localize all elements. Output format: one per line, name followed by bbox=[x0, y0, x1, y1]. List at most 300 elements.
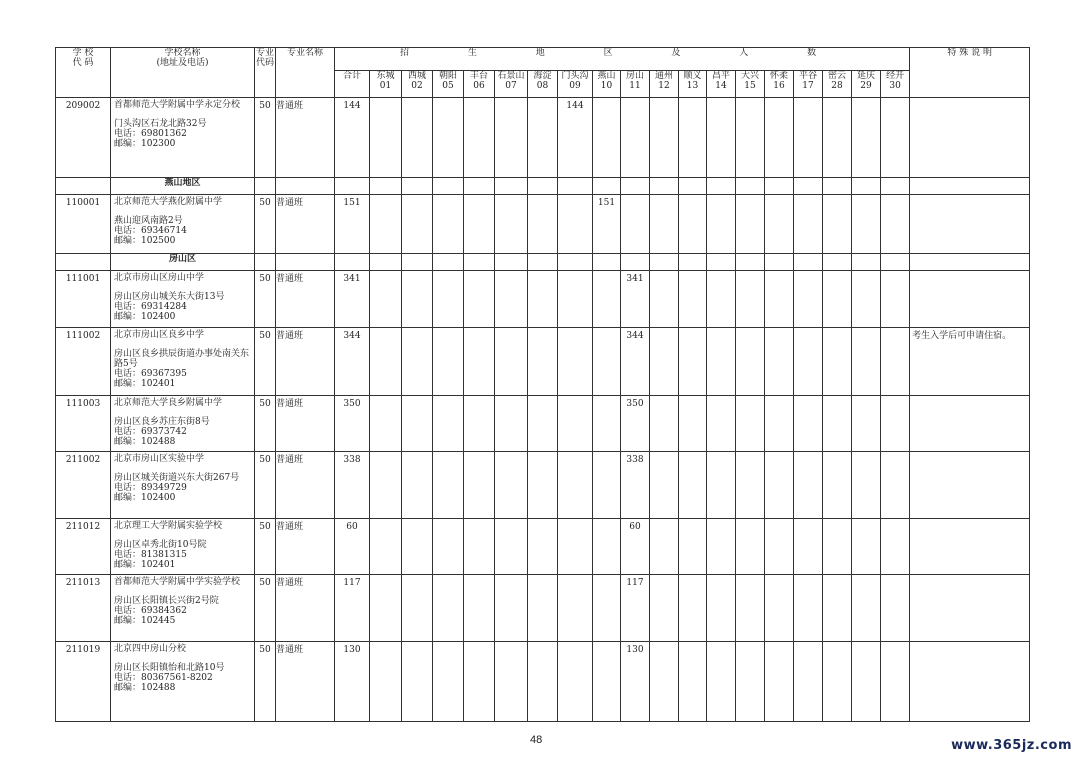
school-postcode: 邮编：102401 bbox=[114, 560, 176, 570]
district-empty bbox=[707, 98, 736, 178]
special-note bbox=[910, 519, 1030, 575]
district-code: 08 bbox=[536, 81, 549, 91]
major-code: 50 bbox=[255, 328, 276, 396]
district-empty bbox=[794, 519, 823, 575]
section-empty-cell bbox=[276, 254, 335, 271]
major-name: 普通班 bbox=[276, 519, 335, 575]
district-code: 17 bbox=[802, 81, 814, 91]
table-row bbox=[56, 642, 1030, 722]
major-code: 50 bbox=[255, 642, 276, 722]
section-title: 燕山地区 bbox=[111, 178, 255, 195]
district-empty bbox=[495, 396, 528, 452]
school-info bbox=[111, 98, 255, 178]
district-empty bbox=[433, 642, 464, 722]
school-postcode: 邮编：102488 bbox=[114, 683, 176, 693]
district-empty bbox=[593, 396, 621, 452]
table-row bbox=[56, 575, 1030, 642]
district-empty bbox=[402, 642, 433, 722]
header-school-code: 学 校 代 码 bbox=[56, 48, 111, 98]
district-empty bbox=[852, 271, 881, 328]
district-empty bbox=[495, 195, 528, 254]
district-empty bbox=[823, 642, 852, 722]
district-empty bbox=[464, 98, 495, 178]
district-empty bbox=[794, 575, 823, 642]
district-empty bbox=[433, 98, 464, 178]
district-empty bbox=[707, 519, 736, 575]
special-note bbox=[910, 195, 1030, 254]
section-empty-cell bbox=[650, 178, 679, 195]
major-code: 50 bbox=[255, 271, 276, 328]
section-empty-cell bbox=[736, 254, 765, 271]
spacer bbox=[114, 531, 254, 540]
major-name: 普通班 bbox=[276, 642, 335, 722]
district-count: 130 bbox=[621, 642, 650, 722]
spacer bbox=[114, 654, 254, 663]
section-empty-cell bbox=[707, 178, 736, 195]
district-empty bbox=[679, 396, 707, 452]
major-name: 普通班 bbox=[276, 271, 335, 328]
school-name: 首都师范大学附属中学永定分校 bbox=[114, 100, 241, 110]
district-code: 15 bbox=[744, 81, 756, 91]
section-empty-cell bbox=[881, 254, 910, 271]
district-empty bbox=[650, 195, 679, 254]
school-address: 房山区长阳镇长兴街2号院 bbox=[114, 596, 219, 606]
section-empty-cell bbox=[528, 178, 558, 195]
school-code: 209002 bbox=[56, 98, 111, 178]
major-code: 50 bbox=[255, 452, 276, 519]
district-name: 朝阳 bbox=[438, 71, 457, 81]
district-code: 02 bbox=[411, 81, 423, 91]
district-empty bbox=[650, 271, 679, 328]
section-empty-cell bbox=[794, 254, 823, 271]
section-empty-cell bbox=[765, 178, 794, 195]
district-empty bbox=[370, 98, 402, 178]
district-empty bbox=[402, 271, 433, 328]
header-district bbox=[621, 71, 650, 98]
table-row bbox=[56, 98, 1030, 178]
header-district bbox=[794, 71, 823, 98]
district-empty bbox=[370, 452, 402, 519]
district-empty bbox=[402, 195, 433, 254]
district-empty bbox=[433, 452, 464, 519]
district-empty bbox=[650, 328, 679, 396]
school-address: 门头沟区石龙北路32号 bbox=[114, 119, 207, 129]
section-row bbox=[56, 254, 1030, 271]
section-empty-cell bbox=[910, 254, 1030, 271]
school-info bbox=[111, 195, 255, 254]
district-empty bbox=[765, 396, 794, 452]
district-empty bbox=[593, 271, 621, 328]
district-empty bbox=[707, 328, 736, 396]
major-name: 普通班 bbox=[276, 396, 335, 452]
district-code: 05 bbox=[442, 81, 454, 91]
district-empty bbox=[402, 328, 433, 396]
district-count: 60 bbox=[621, 519, 650, 575]
district-empty bbox=[794, 642, 823, 722]
district-empty bbox=[464, 396, 495, 452]
section-empty-cell bbox=[558, 254, 593, 271]
major-code: 50 bbox=[255, 575, 276, 642]
school-info bbox=[111, 575, 255, 642]
header-district bbox=[464, 71, 495, 98]
special-note bbox=[910, 575, 1030, 642]
district-empty bbox=[852, 98, 881, 178]
district-empty bbox=[679, 452, 707, 519]
school-postcode: 邮编：102400 bbox=[114, 312, 176, 322]
table-row bbox=[56, 452, 1030, 519]
district-name: 东城 bbox=[376, 71, 395, 81]
district-empty bbox=[852, 452, 881, 519]
header-region-title: 招 生 地 区 及 人 数 bbox=[335, 48, 910, 71]
section-empty-cell bbox=[881, 178, 910, 195]
district-empty bbox=[433, 575, 464, 642]
header-district bbox=[823, 71, 852, 98]
district-empty bbox=[370, 396, 402, 452]
district-empty bbox=[765, 575, 794, 642]
section-empty-cell bbox=[765, 254, 794, 271]
school-info bbox=[111, 519, 255, 575]
district-count: 117 bbox=[621, 575, 650, 642]
district-empty bbox=[528, 98, 558, 178]
major-name: 普通班 bbox=[276, 575, 335, 642]
district-empty bbox=[823, 328, 852, 396]
district-empty bbox=[370, 328, 402, 396]
district-empty bbox=[593, 452, 621, 519]
section-empty-cell bbox=[794, 178, 823, 195]
total-count: 350 bbox=[335, 396, 370, 452]
school-code: 111001 bbox=[56, 271, 111, 328]
district-name: 平谷 bbox=[798, 71, 817, 81]
district-empty bbox=[370, 575, 402, 642]
district-empty bbox=[881, 328, 910, 396]
district-empty bbox=[558, 271, 593, 328]
section-empty-cell bbox=[335, 178, 370, 195]
total-count: 117 bbox=[335, 575, 370, 642]
section-empty-cell bbox=[433, 254, 464, 271]
section-empty-cell bbox=[276, 178, 335, 195]
district-empty bbox=[823, 575, 852, 642]
school-phone: 电话：69384362 bbox=[114, 606, 187, 616]
district-name: 石景山 bbox=[497, 71, 525, 81]
special-note bbox=[910, 452, 1030, 519]
district-name: 怀柔 bbox=[769, 71, 788, 81]
district-empty bbox=[464, 328, 495, 396]
school-info bbox=[111, 452, 255, 519]
district-name: 房山 bbox=[625, 71, 644, 81]
district-code: 16 bbox=[773, 81, 785, 91]
section-empty-cell bbox=[495, 254, 528, 271]
school-phone: 电话：69373742 bbox=[114, 427, 187, 437]
district-empty bbox=[558, 195, 593, 254]
spacer bbox=[114, 340, 254, 349]
section-empty-cell bbox=[707, 254, 736, 271]
district-empty bbox=[370, 195, 402, 254]
district-empty bbox=[679, 328, 707, 396]
section-empty-cell bbox=[593, 254, 621, 271]
major-name: 普通班 bbox=[276, 452, 335, 519]
district-code: 07 bbox=[505, 81, 517, 91]
header-major-code: 专业代码 bbox=[255, 48, 276, 98]
spacer bbox=[114, 464, 254, 473]
section-empty-cell bbox=[679, 254, 707, 271]
district-empty bbox=[558, 519, 593, 575]
district-empty bbox=[881, 452, 910, 519]
district-name: 顺义 bbox=[683, 71, 702, 81]
header-district bbox=[707, 71, 736, 98]
district-empty bbox=[881, 575, 910, 642]
district-name: 西城 bbox=[407, 71, 426, 81]
district-empty bbox=[650, 575, 679, 642]
district-code: 01 bbox=[379, 81, 392, 91]
district-empty bbox=[433, 271, 464, 328]
major-code: 50 bbox=[255, 195, 276, 254]
district-empty bbox=[823, 452, 852, 519]
district-name: 密云 bbox=[827, 71, 846, 81]
district-empty bbox=[765, 271, 794, 328]
district-name: 经开 bbox=[886, 71, 905, 81]
district-empty bbox=[528, 519, 558, 575]
admission-table bbox=[55, 47, 1030, 722]
total-count: 338 bbox=[335, 452, 370, 519]
district-empty bbox=[881, 271, 910, 328]
district-empty bbox=[650, 642, 679, 722]
district-empty bbox=[852, 328, 881, 396]
district-empty bbox=[650, 98, 679, 178]
school-postcode: 邮编：102488 bbox=[114, 437, 176, 447]
school-name: 北京师范大学良乡附属中学 bbox=[114, 398, 223, 408]
spacer bbox=[114, 207, 254, 216]
district-empty bbox=[621, 195, 650, 254]
district-code: 30 bbox=[889, 81, 901, 91]
section-empty-cell bbox=[464, 178, 495, 195]
district-empty bbox=[593, 519, 621, 575]
section-empty-cell bbox=[823, 178, 852, 195]
district-empty bbox=[881, 642, 910, 722]
spacer bbox=[114, 408, 254, 417]
section-empty-cell bbox=[621, 254, 650, 271]
section-empty-cell bbox=[402, 254, 433, 271]
district-empty bbox=[852, 519, 881, 575]
district-code: 06 bbox=[473, 81, 485, 91]
school-address: 房山区良乡拱辰街道办事处南关东路5号 bbox=[114, 349, 250, 369]
header-district bbox=[765, 71, 794, 98]
table-row bbox=[56, 396, 1030, 452]
section-empty-cell bbox=[56, 254, 111, 271]
district-empty bbox=[495, 575, 528, 642]
district-count: 151 bbox=[593, 195, 621, 254]
section-row bbox=[56, 178, 1030, 195]
header-district bbox=[736, 71, 765, 98]
header-total: 合计 bbox=[335, 71, 370, 98]
district-empty bbox=[794, 271, 823, 328]
school-name: 北京市房山区良乡中学 bbox=[114, 330, 205, 340]
district-empty bbox=[558, 452, 593, 519]
section-empty-cell bbox=[679, 178, 707, 195]
district-empty bbox=[402, 575, 433, 642]
school-info bbox=[111, 271, 255, 328]
district-empty bbox=[650, 519, 679, 575]
table-row bbox=[56, 195, 1030, 254]
section-title: 房山区 bbox=[111, 254, 255, 271]
section-empty-cell bbox=[255, 178, 276, 195]
district-empty bbox=[528, 195, 558, 254]
district-code: 29 bbox=[860, 81, 872, 91]
school-code: 211013 bbox=[56, 575, 111, 642]
district-empty bbox=[794, 195, 823, 254]
district-empty bbox=[736, 98, 765, 178]
district-name: 海淀 bbox=[533, 71, 552, 81]
district-name: 燕山 bbox=[597, 71, 616, 81]
section-empty-cell bbox=[650, 254, 679, 271]
district-name: 大兴 bbox=[740, 71, 759, 81]
district-code: 10 bbox=[600, 81, 613, 91]
district-empty bbox=[736, 195, 765, 254]
school-address: 房山区良乡苏庄东街8号 bbox=[114, 417, 210, 427]
school-name: 北京理工大学附属实验学校 bbox=[114, 521, 223, 531]
school-postcode: 邮编：102500 bbox=[114, 236, 176, 246]
section-empty-cell bbox=[370, 178, 402, 195]
district-empty bbox=[707, 642, 736, 722]
section-empty-cell bbox=[852, 254, 881, 271]
school-code: 211012 bbox=[56, 519, 111, 575]
section-empty-cell bbox=[736, 178, 765, 195]
district-code: 13 bbox=[686, 81, 699, 91]
total-count: 344 bbox=[335, 328, 370, 396]
district-empty bbox=[794, 396, 823, 452]
watermark-text: www.365jz.com bbox=[951, 738, 1072, 753]
district-empty bbox=[402, 452, 433, 519]
section-empty-cell bbox=[593, 178, 621, 195]
major-code: 50 bbox=[255, 98, 276, 178]
school-phone: 电话：89349729 bbox=[114, 483, 187, 493]
spacer bbox=[114, 110, 254, 119]
section-empty-cell bbox=[370, 254, 402, 271]
school-phone: 电话：69367395 bbox=[114, 369, 187, 379]
school-phone: 电话：81381315 bbox=[114, 550, 187, 560]
section-empty-cell bbox=[852, 178, 881, 195]
school-postcode: 邮编：102400 bbox=[114, 493, 176, 503]
school-postcode: 邮编：102445 bbox=[114, 616, 176, 626]
school-address: 房山区房山城关东大街13号 bbox=[114, 292, 225, 302]
school-name: 北京四中房山分校 bbox=[114, 644, 187, 654]
district-empty bbox=[495, 328, 528, 396]
district-empty bbox=[370, 519, 402, 575]
special-note bbox=[910, 642, 1030, 722]
district-empty bbox=[765, 452, 794, 519]
school-postcode: 邮编：102300 bbox=[114, 139, 176, 149]
district-empty bbox=[852, 642, 881, 722]
district-empty bbox=[765, 195, 794, 254]
district-empty bbox=[495, 98, 528, 178]
school-address: 房山区卓秀北街10号院 bbox=[114, 540, 207, 550]
district-empty bbox=[650, 452, 679, 519]
district-empty bbox=[528, 452, 558, 519]
district-empty bbox=[370, 642, 402, 722]
district-empty bbox=[736, 328, 765, 396]
district-empty bbox=[823, 195, 852, 254]
spacer bbox=[114, 587, 254, 596]
district-empty bbox=[736, 452, 765, 519]
header-district bbox=[650, 71, 679, 98]
district-count: 341 bbox=[621, 271, 650, 328]
district-empty bbox=[593, 575, 621, 642]
total-count: 151 bbox=[335, 195, 370, 254]
header-district bbox=[558, 71, 593, 98]
section-empty-cell bbox=[402, 178, 433, 195]
district-count: 350 bbox=[621, 396, 650, 452]
district-empty bbox=[528, 328, 558, 396]
district-empty bbox=[464, 575, 495, 642]
district-empty bbox=[823, 396, 852, 452]
district-empty bbox=[852, 396, 881, 452]
district-empty bbox=[881, 396, 910, 452]
district-empty bbox=[593, 328, 621, 396]
district-count: 338 bbox=[621, 452, 650, 519]
school-info bbox=[111, 396, 255, 452]
header-school-name: 学校名称 (地址及电话) bbox=[111, 48, 255, 98]
header-major-name: 专业名称 bbox=[276, 48, 335, 98]
school-postcode: 邮编：102401 bbox=[114, 379, 176, 389]
district-empty bbox=[765, 519, 794, 575]
district-empty bbox=[402, 396, 433, 452]
header-district bbox=[593, 71, 621, 98]
school-address: 房山区城关街道兴东大街267号 bbox=[114, 473, 240, 483]
spacer bbox=[114, 283, 254, 292]
district-empty bbox=[736, 271, 765, 328]
district-empty bbox=[679, 642, 707, 722]
district-empty bbox=[679, 271, 707, 328]
district-empty bbox=[852, 195, 881, 254]
district-empty bbox=[679, 519, 707, 575]
district-empty bbox=[765, 98, 794, 178]
section-empty-cell bbox=[255, 254, 276, 271]
major-name: 普通班 bbox=[276, 98, 335, 178]
district-empty bbox=[495, 452, 528, 519]
school-phone: 电话：69801362 bbox=[114, 129, 187, 139]
district-empty bbox=[881, 98, 910, 178]
section-empty-cell bbox=[464, 254, 495, 271]
section-empty-cell bbox=[495, 178, 528, 195]
district-empty bbox=[852, 575, 881, 642]
district-empty bbox=[402, 519, 433, 575]
district-empty bbox=[433, 328, 464, 396]
table-row bbox=[56, 519, 1030, 575]
district-empty bbox=[823, 98, 852, 178]
district-empty bbox=[558, 328, 593, 396]
district-empty bbox=[464, 519, 495, 575]
district-empty bbox=[707, 575, 736, 642]
district-empty bbox=[736, 575, 765, 642]
total-count: 341 bbox=[335, 271, 370, 328]
district-empty bbox=[433, 519, 464, 575]
table-row bbox=[56, 271, 1030, 328]
district-empty bbox=[558, 575, 593, 642]
district-name: 丰台 bbox=[469, 71, 488, 81]
district-empty bbox=[736, 642, 765, 722]
total-count: 130 bbox=[335, 642, 370, 722]
district-code: 14 bbox=[715, 81, 727, 91]
major-code: 50 bbox=[255, 396, 276, 452]
school-code: 111002 bbox=[56, 328, 111, 396]
header-district bbox=[881, 71, 910, 98]
district-empty bbox=[650, 396, 679, 452]
school-info bbox=[111, 328, 255, 396]
header-district bbox=[679, 71, 707, 98]
total-count: 60 bbox=[335, 519, 370, 575]
district-empty bbox=[823, 271, 852, 328]
major-name: 普通班 bbox=[276, 328, 335, 396]
district-empty bbox=[593, 98, 621, 178]
